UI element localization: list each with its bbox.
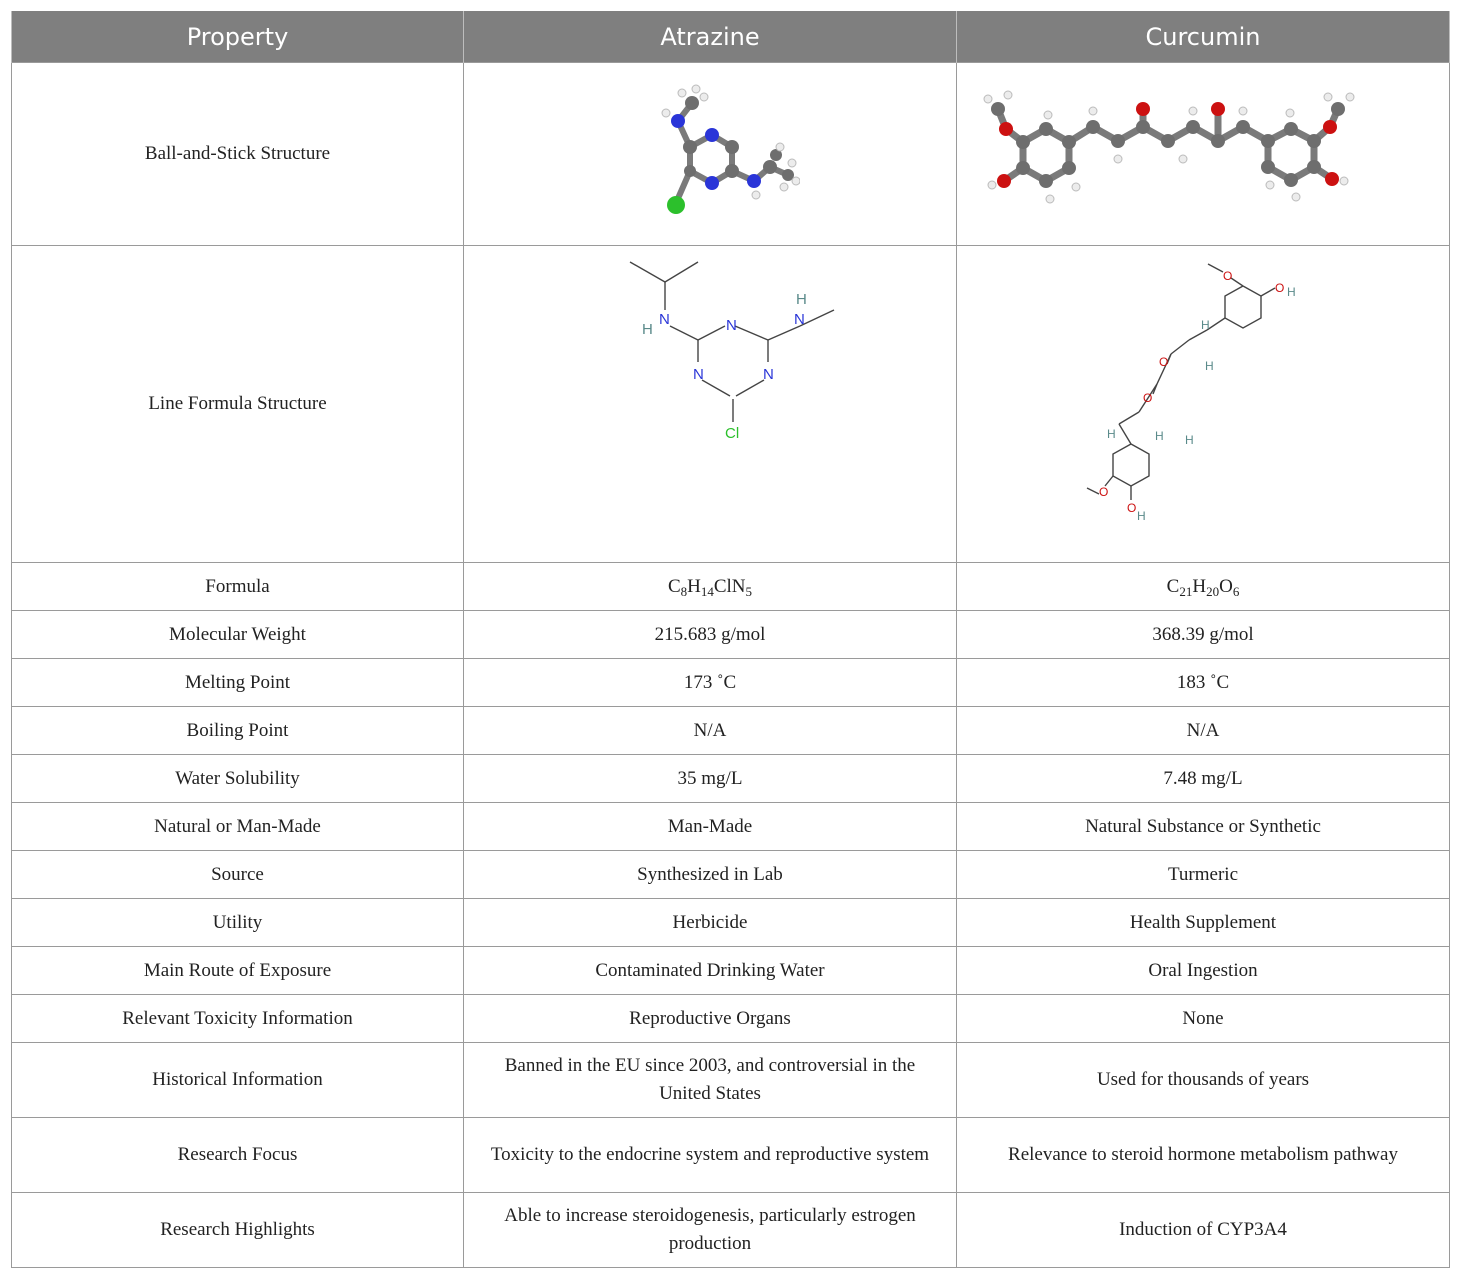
atom-n1: N <box>659 311 670 328</box>
label-ball-stick: Ball-and-Stick Structure <box>12 63 464 246</box>
header-atrazine: Atrazine <box>464 11 957 63</box>
curcumin-research-highlights: Induction of CYP3A4 <box>957 1193 1450 1268</box>
c-atom-h5: H <box>1155 429 1164 443</box>
c-atom-h4: H <box>1107 427 1116 441</box>
curcumin-ball-stick-image <box>957 63 1450 246</box>
row-molecular-weight <box>12 611 1450 659</box>
atom-cl: Cl <box>725 425 740 442</box>
atrazine-boiling-point: N/A <box>464 707 957 755</box>
label-route-of-exposure: Main Route of Exposure <box>12 947 464 995</box>
row-toxicity <box>12 995 1450 1043</box>
c-atom-o6: O <box>1127 501 1137 515</box>
row-boiling-point <box>12 707 1450 755</box>
atom-h2: H <box>796 291 807 308</box>
atom-n5: N <box>763 366 774 383</box>
row-route-of-exposure <box>12 947 1450 995</box>
curcumin-natural-or-man-made: Natural Substance or Synthetic <box>957 803 1450 851</box>
atrazine-molecular-weight: 215.683 g/mol <box>464 611 957 659</box>
label-molecular-weight: Molecular Weight <box>12 611 464 659</box>
atrazine-line-formula-image <box>464 246 957 563</box>
header-row <box>12 11 1450 63</box>
label-historical-information: Historical Information <box>12 1043 464 1118</box>
curcumin-formula: $C_{21}H_{20}O_6$ <box>957 563 1450 611</box>
curcumin-molecular-weight: 368.39 g/mol <box>957 611 1450 659</box>
atrazine-ball-stick-model <box>620 69 800 239</box>
curcumin-boiling-point: N/A <box>957 707 1450 755</box>
row-formula <box>12 563 1450 611</box>
curcumin-ball-stick-model <box>978 69 1428 239</box>
label-line-formula: Line Formula Structure <box>12 246 464 563</box>
atrazine-formula: $C_8H_{14}ClN_5$ <box>464 563 957 611</box>
atrazine-research-highlights: Able to increase steroidogenesis, particularly estrogen production <box>464 1193 957 1268</box>
curcumin-water-solubility: 7.48 mg/L <box>957 755 1450 803</box>
atrazine-utility: Herbicide <box>464 899 957 947</box>
atrazine-natural-or-man-made: Man-Made <box>464 803 957 851</box>
row-water-solubility <box>12 755 1450 803</box>
label-melting-point: Melting Point <box>12 659 464 707</box>
label-research-focus: Research Focus <box>12 1118 464 1193</box>
atom-h1: H <box>642 321 653 338</box>
c-atom-h6: H <box>1185 433 1194 447</box>
curcumin-route-of-exposure: Oral Ingestion <box>957 947 1450 995</box>
c-atom-o1: O <box>1223 269 1233 283</box>
row-research-highlights <box>12 1193 1450 1268</box>
row-utility <box>12 899 1450 947</box>
atrazine-route-of-exposure: Contaminated Drinking Water <box>464 947 957 995</box>
atrazine-research-focus: Toxicity to the endocrine system and reproductive system <box>464 1118 957 1193</box>
atrazine-water-solubility: 35 mg/L <box>464 755 957 803</box>
c-atom-h1: H <box>1287 285 1296 299</box>
curcumin-utility: Health Supplement <box>957 899 1450 947</box>
curcumin-research-focus: Relevance to steroid hormone metabolism pathway <box>957 1118 1450 1193</box>
curcumin-historical-information: Used for thousands of years <box>957 1043 1450 1118</box>
c-atom-o5: O <box>1099 485 1109 499</box>
row-melting-point <box>12 659 1450 707</box>
c-atom-h7: H <box>1137 509 1146 523</box>
label-utility: Utility <box>12 899 464 947</box>
curcumin-line-formula-structure <box>1083 254 1323 554</box>
atrazine-melting-point: 173 ˚C <box>464 659 957 707</box>
row-line-formula <box>12 246 1450 563</box>
header-property: Property <box>12 11 464 63</box>
row-research-focus <box>12 1118 1450 1193</box>
atrazine-ball-stick-image <box>464 63 957 246</box>
c-atom-o4: O <box>1143 391 1153 405</box>
header-curcumin: Curcumin <box>957 11 1450 63</box>
c-atom-h2: H <box>1201 318 1210 332</box>
label-boiling-point: Boiling Point <box>12 707 464 755</box>
row-natural-or-man-made <box>12 803 1450 851</box>
label-toxicity: Relevant Toxicity Information <box>12 995 464 1043</box>
label-source: Source <box>12 851 464 899</box>
row-ball-stick <box>12 63 1450 246</box>
atrazine-historical-information: Banned in the EU since 2003, and controversial in the United States <box>464 1043 957 1118</box>
c-atom-o2: O <box>1275 281 1285 295</box>
atom-n2: N <box>726 317 737 334</box>
atrazine-line-formula-structure <box>570 254 850 464</box>
curcumin-toxicity: None <box>957 995 1450 1043</box>
row-source <box>12 851 1450 899</box>
atom-n3: N <box>794 311 805 328</box>
curcumin-melting-point: 183 ˚C <box>957 659 1450 707</box>
label-formula: Formula <box>12 563 464 611</box>
label-research-highlights: Research Highlights <box>12 1193 464 1268</box>
atrazine-toxicity: Reproductive Organs <box>464 995 957 1043</box>
label-natural-or-man-made: Natural or Man-Made <box>12 803 464 851</box>
c-atom-o3: O <box>1159 355 1169 369</box>
comparison-table <box>11 11 1450 1268</box>
label-water-solubility: Water Solubility <box>12 755 464 803</box>
atrazine-source: Synthesized in Lab <box>464 851 957 899</box>
curcumin-source: Turmeric <box>957 851 1450 899</box>
curcumin-line-formula-image <box>957 246 1450 563</box>
row-historical-information <box>12 1043 1450 1118</box>
atom-n4: N <box>693 366 704 383</box>
c-atom-h3: H <box>1205 359 1214 373</box>
